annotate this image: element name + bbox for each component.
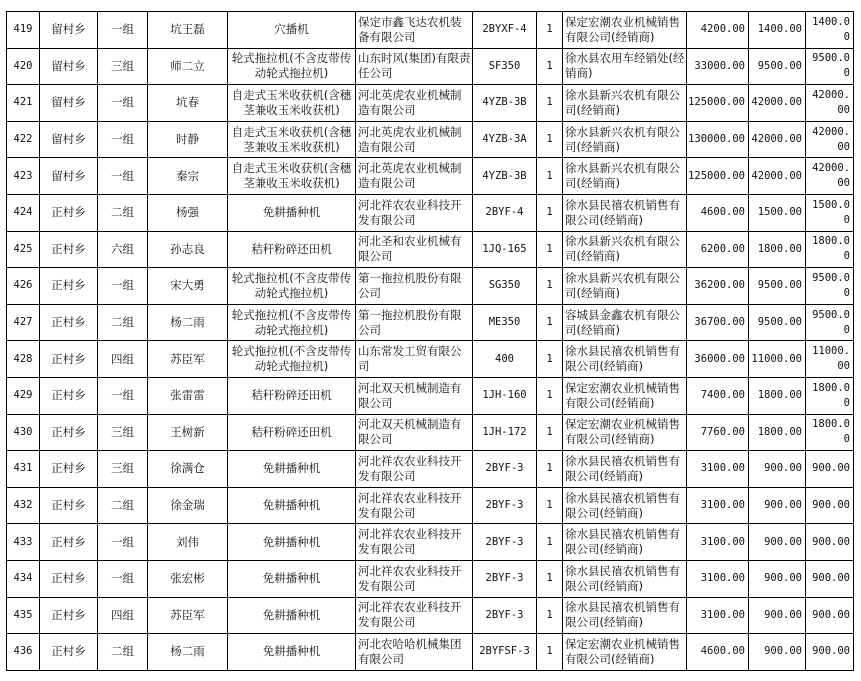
cell-subsidy1: 1800.00 xyxy=(749,231,806,268)
cell-price: 36700.00 xyxy=(687,304,749,341)
cell-model: 2BYF-3 xyxy=(473,524,537,561)
table-row xyxy=(7,158,854,195)
cell-dealer: 徐水县新兴农机有限公司(经销商) xyxy=(563,85,687,122)
cell-item: 免耕播种机 xyxy=(228,634,356,671)
cell-town: 留村乡 xyxy=(40,158,98,195)
cell-maker: 山东时风(集团)有限责任公司 xyxy=(356,48,473,85)
cell-subsidy2: 9500.00 xyxy=(806,304,854,341)
cell-price: 130000.00 xyxy=(687,121,749,158)
cell-no: 423 xyxy=(7,158,40,195)
cell-no: 432 xyxy=(7,487,40,524)
cell-town: 正村乡 xyxy=(40,268,98,305)
cell-price: 3100.00 xyxy=(687,560,749,597)
table-row xyxy=(7,231,854,268)
cell-town: 正村乡 xyxy=(40,414,98,451)
table-row xyxy=(7,414,854,451)
cell-subsidy2: 1800.00 xyxy=(806,414,854,451)
cell-group: 二组 xyxy=(98,194,148,231)
cell-group: 三组 xyxy=(98,48,148,85)
cell-maker: 河北双天机械制造有限公司 xyxy=(356,377,473,414)
cell-dealer: 徐水县农用车经销处(经销商) xyxy=(563,48,687,85)
cell-qty: 1 xyxy=(537,377,563,414)
cell-item: 轮式拖拉机(不含皮带传动轮式拖拉机) xyxy=(228,304,356,341)
cell-subsidy2: 11000.00 xyxy=(806,341,854,378)
cell-no: 427 xyxy=(7,304,40,341)
cell-subsidy1: 9500.00 xyxy=(749,304,806,341)
cell-name: 苏臣军 xyxy=(148,341,228,378)
cell-maker: 河北祥农农业科技开发有限公司 xyxy=(356,487,473,524)
cell-town: 正村乡 xyxy=(40,341,98,378)
cell-model: 4YZB-3B xyxy=(473,158,537,195)
cell-dealer: 徐水县民禧农机销售有限公司(经销商) xyxy=(563,524,687,561)
cell-model: 2BYF-3 xyxy=(473,451,537,488)
cell-dealer: 保定宏潮农业机械销售有限公司(经销商) xyxy=(563,634,687,671)
cell-group: 一组 xyxy=(98,524,148,561)
cell-price: 125000.00 xyxy=(687,158,749,195)
table-row xyxy=(7,85,854,122)
cell-town: 正村乡 xyxy=(40,451,98,488)
cell-subsidy2: 9500.00 xyxy=(806,268,854,305)
cell-maker: 河北祥农农业科技开发有限公司 xyxy=(356,194,473,231)
cell-town: 留村乡 xyxy=(40,12,98,49)
cell-group: 一组 xyxy=(98,12,148,49)
cell-no: 434 xyxy=(7,560,40,597)
cell-item: 自走式玉米收获机(含穗茎兼收玉米收获机) xyxy=(228,158,356,195)
table-row xyxy=(7,341,854,378)
cell-subsidy2: 900.00 xyxy=(806,487,854,524)
cell-subsidy2: 9500.00 xyxy=(806,48,854,85)
cell-model: ME350 xyxy=(473,304,537,341)
cell-qty: 1 xyxy=(537,85,563,122)
cell-qty: 1 xyxy=(537,487,563,524)
cell-price: 4600.00 xyxy=(687,194,749,231)
cell-item: 秸秆粉碎还田机 xyxy=(228,414,356,451)
cell-item: 轮式拖拉机(不含皮带传动轮式拖拉机) xyxy=(228,48,356,85)
cell-name: 坑春 xyxy=(148,85,228,122)
cell-qty: 1 xyxy=(537,268,563,305)
table-row xyxy=(7,268,854,305)
cell-model: 1JQ-165 xyxy=(473,231,537,268)
cell-maker: 河北英虎农业机械制造有限公司 xyxy=(356,121,473,158)
cell-subsidy2: 42000.00 xyxy=(806,121,854,158)
cell-subsidy2: 900.00 xyxy=(806,560,854,597)
cell-town: 正村乡 xyxy=(40,304,98,341)
cell-group: 四组 xyxy=(98,597,148,634)
cell-town: 正村乡 xyxy=(40,560,98,597)
cell-dealer: 徐水县民禧农机销售有限公司(经销商) xyxy=(563,341,687,378)
cell-item: 秸秆粉碎还田机 xyxy=(228,231,356,268)
cell-item: 免耕播种机 xyxy=(228,560,356,597)
cell-subsidy1: 900.00 xyxy=(749,634,806,671)
cell-model: 1JH-172 xyxy=(473,414,537,451)
cell-town: 正村乡 xyxy=(40,487,98,524)
cell-qty: 1 xyxy=(537,48,563,85)
cell-maker: 河北英虎农业机械制造有限公司 xyxy=(356,158,473,195)
cell-subsidy2: 42000.00 xyxy=(806,85,854,122)
cell-qty: 1 xyxy=(537,634,563,671)
cell-maker: 第一拖拉机股份有限公司 xyxy=(356,304,473,341)
cell-qty: 1 xyxy=(537,560,563,597)
cell-group: 一组 xyxy=(98,268,148,305)
cell-name: 师二立 xyxy=(148,48,228,85)
cell-price: 36000.00 xyxy=(687,341,749,378)
cell-no: 420 xyxy=(7,48,40,85)
cell-dealer: 徐水县民禧农机销售有限公司(经销商) xyxy=(563,487,687,524)
cell-town: 留村乡 xyxy=(40,48,98,85)
cell-subsidy1: 900.00 xyxy=(749,451,806,488)
cell-qty: 1 xyxy=(537,231,563,268)
cell-town: 留村乡 xyxy=(40,121,98,158)
cell-no: 428 xyxy=(7,341,40,378)
cell-no: 424 xyxy=(7,194,40,231)
cell-price: 125000.00 xyxy=(687,85,749,122)
cell-model: 2BYF-3 xyxy=(473,560,537,597)
cell-name: 宋大勇 xyxy=(148,268,228,305)
cell-name: 杨二雨 xyxy=(148,634,228,671)
cell-name: 苏臣军 xyxy=(148,597,228,634)
cell-name: 张宏彬 xyxy=(148,560,228,597)
cell-model: 400 xyxy=(473,341,537,378)
cell-no: 436 xyxy=(7,634,40,671)
cell-model: 4YZB-3B xyxy=(473,85,537,122)
cell-maker: 河北祥农农业科技开发有限公司 xyxy=(356,451,473,488)
cell-town: 正村乡 xyxy=(40,524,98,561)
cell-qty: 1 xyxy=(537,451,563,488)
cell-model: 2BYF-4 xyxy=(473,194,537,231)
cell-maker: 第一拖拉机股份有限公司 xyxy=(356,268,473,305)
table-row xyxy=(7,487,854,524)
cell-maker: 河北双天机械制造有限公司 xyxy=(356,414,473,451)
cell-no: 435 xyxy=(7,597,40,634)
cell-dealer: 徐水县民禧农机销售有限公司(经销商) xyxy=(563,560,687,597)
cell-dealer: 保定宏潮农业机械销售有限公司(经销商) xyxy=(563,377,687,414)
cell-name: 张雷雷 xyxy=(148,377,228,414)
table-row xyxy=(7,121,854,158)
cell-name: 时静 xyxy=(148,121,228,158)
cell-group: 一组 xyxy=(98,85,148,122)
cell-price: 3100.00 xyxy=(687,451,749,488)
cell-group: 二组 xyxy=(98,634,148,671)
cell-name: 刘伟 xyxy=(148,524,228,561)
table-body xyxy=(7,12,854,671)
cell-price: 36200.00 xyxy=(687,268,749,305)
cell-qty: 1 xyxy=(537,12,563,49)
cell-subsidy1: 900.00 xyxy=(749,487,806,524)
cell-dealer: 徐水县新兴农机有限公司(经销商) xyxy=(563,121,687,158)
cell-model: 1JH-160 xyxy=(473,377,537,414)
cell-subsidy1: 900.00 xyxy=(749,560,806,597)
cell-name: 杨强 xyxy=(148,194,228,231)
cell-name: 孙志良 xyxy=(148,231,228,268)
cell-name: 坑王磊 xyxy=(148,12,228,49)
cell-qty: 1 xyxy=(537,194,563,231)
cell-no: 422 xyxy=(7,121,40,158)
cell-dealer: 徐水县新兴农机有限公司(经销商) xyxy=(563,268,687,305)
cell-group: 六组 xyxy=(98,231,148,268)
cell-item: 轮式拖拉机(不含皮带传动轮式拖拉机) xyxy=(228,341,356,378)
cell-no: 425 xyxy=(7,231,40,268)
cell-model: 2BYF-3 xyxy=(473,487,537,524)
cell-qty: 1 xyxy=(537,341,563,378)
cell-group: 一组 xyxy=(98,377,148,414)
cell-item: 免耕播种机 xyxy=(228,487,356,524)
cell-subsidy1: 9500.00 xyxy=(749,268,806,305)
cell-town: 正村乡 xyxy=(40,634,98,671)
cell-group: 四组 xyxy=(98,341,148,378)
cell-maker: 河北圣和农业机械有限公司 xyxy=(356,231,473,268)
cell-price: 4200.00 xyxy=(687,12,749,49)
cell-model: 4YZB-3A xyxy=(473,121,537,158)
cell-subsidy2: 42000.00 xyxy=(806,158,854,195)
cell-price: 7760.00 xyxy=(687,414,749,451)
cell-no: 421 xyxy=(7,85,40,122)
cell-town: 留村乡 xyxy=(40,85,98,122)
cell-dealer: 徐水县民禧农机销售有限公司(经销商) xyxy=(563,451,687,488)
cell-subsidy2: 1800.00 xyxy=(806,377,854,414)
cell-qty: 1 xyxy=(537,121,563,158)
cell-town: 正村乡 xyxy=(40,194,98,231)
table-row xyxy=(7,634,854,671)
cell-town: 正村乡 xyxy=(40,231,98,268)
cell-subsidy1: 1800.00 xyxy=(749,414,806,451)
cell-group: 一组 xyxy=(98,560,148,597)
cell-item: 穴播机 xyxy=(228,12,356,49)
cell-group: 一组 xyxy=(98,158,148,195)
cell-price: 3100.00 xyxy=(687,524,749,561)
table-row xyxy=(7,48,854,85)
cell-subsidy2: 1800.00 xyxy=(806,231,854,268)
cell-no: 430 xyxy=(7,414,40,451)
cell-no: 433 xyxy=(7,524,40,561)
cell-maker: 河北农哈哈机械集团有限公司 xyxy=(356,634,473,671)
cell-item: 免耕播种机 xyxy=(228,451,356,488)
cell-no: 429 xyxy=(7,377,40,414)
table-row xyxy=(7,194,854,231)
cell-price: 3100.00 xyxy=(687,597,749,634)
cell-item: 轮式拖拉机(不含皮带传动轮式拖拉机) xyxy=(228,268,356,305)
cell-dealer: 保定宏潮农业机械销售有限公司(经销商) xyxy=(563,414,687,451)
cell-item: 自走式玉米收获机(含穗茎兼收玉米收获机) xyxy=(228,121,356,158)
cell-dealer: 保定宏潮农业机械销售有限公司(经销商) xyxy=(563,12,687,49)
cell-dealer: 徐水县新兴农机有限公司(经销商) xyxy=(563,158,687,195)
cell-subsidy2: 900.00 xyxy=(806,634,854,671)
cell-subsidy2: 900.00 xyxy=(806,451,854,488)
cell-subsidy2: 1500.00 xyxy=(806,194,854,231)
cell-qty: 1 xyxy=(537,524,563,561)
cell-maker: 河北祥农农业科技开发有限公司 xyxy=(356,524,473,561)
cell-price: 6200.00 xyxy=(687,231,749,268)
cell-subsidy1: 1800.00 xyxy=(749,377,806,414)
cell-group: 三组 xyxy=(98,451,148,488)
table-row xyxy=(7,560,854,597)
cell-no: 426 xyxy=(7,268,40,305)
cell-subsidy2: 900.00 xyxy=(806,524,854,561)
cell-item: 免耕播种机 xyxy=(228,524,356,561)
cell-dealer: 徐水县新兴农机有限公司(经销商) xyxy=(563,231,687,268)
cell-qty: 1 xyxy=(537,414,563,451)
cell-price: 33000.00 xyxy=(687,48,749,85)
cell-subsidy1: 11000.00 xyxy=(749,341,806,378)
subsidy-table xyxy=(6,11,854,671)
cell-model: SG350 xyxy=(473,268,537,305)
cell-subsidy1: 1500.00 xyxy=(749,194,806,231)
cell-model: 2BYXF-4 xyxy=(473,12,537,49)
cell-subsidy1: 900.00 xyxy=(749,524,806,561)
cell-name: 徐满仓 xyxy=(148,451,228,488)
cell-dealer: 徐水县民禧农机销售有限公司(经销商) xyxy=(563,597,687,634)
cell-price: 3100.00 xyxy=(687,487,749,524)
cell-subsidy1: 42000.00 xyxy=(749,158,806,195)
cell-item: 免耕播种机 xyxy=(228,597,356,634)
cell-no: 419 xyxy=(7,12,40,49)
cell-subsidy1: 900.00 xyxy=(749,597,806,634)
cell-model: 2BYFSF-3 xyxy=(473,634,537,671)
cell-dealer: 徐水县民禧农机销售有限公司(经销商) xyxy=(563,194,687,231)
cell-qty: 1 xyxy=(537,158,563,195)
cell-price: 7400.00 xyxy=(687,377,749,414)
table-row xyxy=(7,377,854,414)
table-row xyxy=(7,304,854,341)
cell-no: 431 xyxy=(7,451,40,488)
cell-group: 一组 xyxy=(98,121,148,158)
cell-town: 正村乡 xyxy=(40,377,98,414)
cell-maker: 河北祥农农业科技开发有限公司 xyxy=(356,560,473,597)
cell-subsidy1: 1400.00 xyxy=(749,12,806,49)
cell-subsidy1: 42000.00 xyxy=(749,121,806,158)
cell-maker: 保定市鑫飞达农机装备有限公司 xyxy=(356,12,473,49)
cell-item: 免耕播种机 xyxy=(228,194,356,231)
table-row xyxy=(7,12,854,49)
cell-subsidy1: 42000.00 xyxy=(749,85,806,122)
cell-item: 自走式玉米收获机(含穗茎兼收玉米收获机) xyxy=(228,85,356,122)
cell-name: 王树新 xyxy=(148,414,228,451)
cell-qty: 1 xyxy=(537,304,563,341)
table-row xyxy=(7,451,854,488)
cell-price: 4600.00 xyxy=(687,634,749,671)
cell-group: 三组 xyxy=(98,414,148,451)
cell-maker: 河北英虎农业机械制造有限公司 xyxy=(356,85,473,122)
cell-subsidy2: 1400.00 xyxy=(806,12,854,49)
cell-item: 秸秆粉碎还田机 xyxy=(228,377,356,414)
cell-subsidy1: 9500.00 xyxy=(749,48,806,85)
cell-qty: 1 xyxy=(537,597,563,634)
cell-name: 秦宗 xyxy=(148,158,228,195)
table-row xyxy=(7,597,854,634)
table-row xyxy=(7,524,854,561)
cell-maker: 山东常发工贸有限公司 xyxy=(356,341,473,378)
cell-town: 正村乡 xyxy=(40,597,98,634)
cell-group: 二组 xyxy=(98,304,148,341)
cell-model: 2BYF-3 xyxy=(473,597,537,634)
cell-maker: 河北祥农农业科技开发有限公司 xyxy=(356,597,473,634)
cell-model: SF350 xyxy=(473,48,537,85)
cell-subsidy2: 900.00 xyxy=(806,597,854,634)
cell-name: 徐金瑞 xyxy=(148,487,228,524)
cell-name: 杨二雨 xyxy=(148,304,228,341)
cell-dealer: 容城县金鑫农机有限公司(经销商) xyxy=(563,304,687,341)
cell-group: 二组 xyxy=(98,487,148,524)
